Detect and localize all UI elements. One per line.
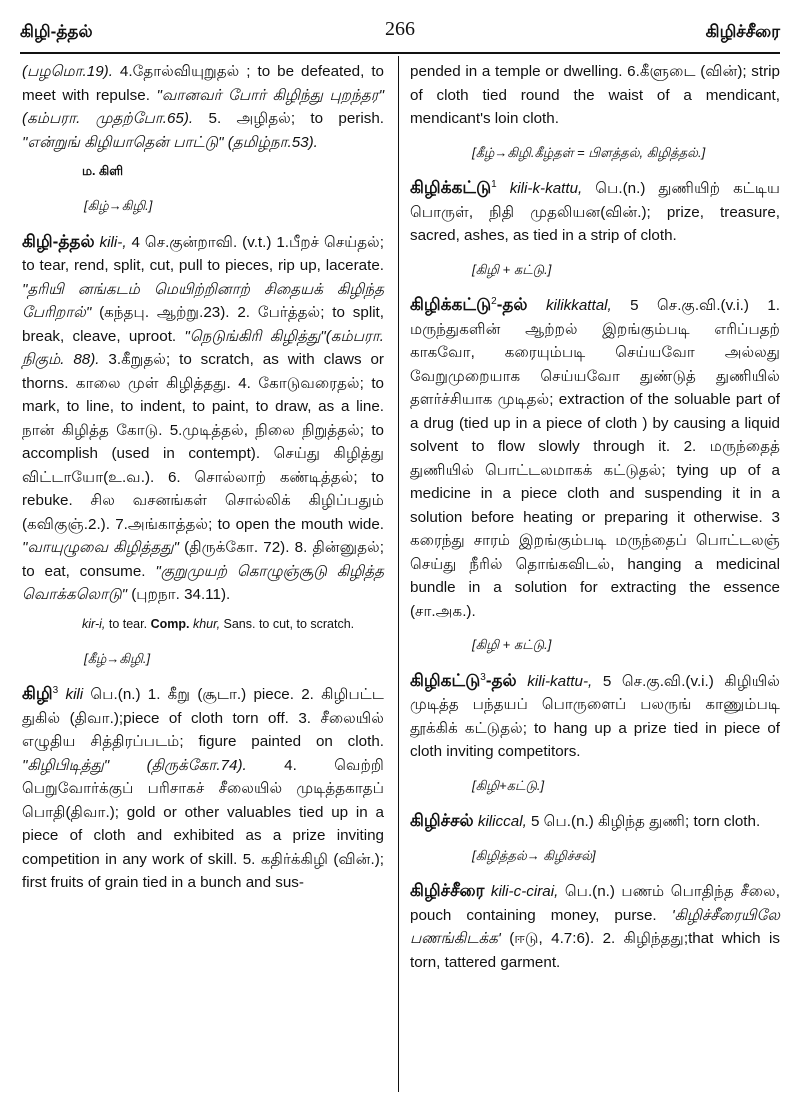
entry-kizhikattu-3: [410, 669, 780, 764]
citation: (கம்பரா. நிகும். 88).: [22, 327, 384, 368]
homonym-number: 3: [480, 671, 486, 683]
column-divider: [398, 56, 399, 1092]
entry-kizhichal: [410, 809, 780, 834]
definition-text: 4. வெற்றி பெறுவோர்க்குப் பரிசாகச் சீலையில் முடித்தகாதப் பொதி(திவா.); gold or other valuables tied up in a piece of cloth and exhibited as a prize inviting competition in any work of skill. 5. கதிர்க்கிழி (வின்.); first fruits of grain tied in a bunch and sus-: [22, 756, 384, 891]
headword: கிழி: [22, 684, 53, 703]
entry-kizhikkattu-1: [410, 176, 780, 248]
citation: (கம்பரா. முதற்போ.65).: [22, 110, 194, 127]
definition-text: 5 செ.கு.வி.(v.i.) 1. மருந்துகளின் ஆற்றல் இறங்கும்படி எரிப்பதற் காகவோ, கரையும்படி செய்யவோ அல்லது வேறுமுறையாக செய்யவோ துண்டுத் துணியில் தளர்ச்சியாக முடிதல்; extraction of the soluable part of a drug (tied up in a piece of cloth ) by causing a liquid solvent to flow slowly through it. 2. மருந்தைத் துணியில் பொட்டலமாகக் கட்டுதல்; tying up of a medicine in a piece cloth and suspending it in a solution before heating or preparing it otherwise. 3 கரைந்து சாரம் இறங்கும்படி மருந்தைப் பொட்டலஞ் செய்து நீரில் தொங்கவிடல், hanging a medicinal bundle in a solution for extracting the essence (சா.அக.).: [410, 297, 780, 620]
quotation: "என்றுங் கிழியாதென் பாட்டு": [22, 133, 224, 151]
transliteration: kilikkattal,: [545, 297, 612, 314]
entry-kizhichchirai: [410, 879, 780, 974]
headword: கிழிச்சல்: [410, 811, 474, 830]
entry-continuation: [22, 60, 384, 154]
definition-text: 5. அழிதல்; to perish.: [193, 110, 384, 127]
source-bracket: [கிழி+கட்டு.]: [472, 777, 545, 793]
headword: கிழிச்சீரை: [410, 881, 485, 900]
definition-text: 3.கீறுதல்; to scratch, as with claws or thorns. காலை முள் கிழித்தது. 4. கோடுவரைதல்; to mark, to line, to indent, to paint, to draw, as a line. நான் கிழித்த கோடு. 5.முடித்தல், நிலை நிறுத்தல்; to accomplish (used in contempt). செய்து கிழித்து விட்டாயோ(உ.வ.). 6. சொல்லாற் கண்டித்தல்; to rebuke. சில வசனங்கள் சொல்லிக் கிழிப்பதும் (கவிகுஞ்.2.). 7.அங்காத்தல்; to open the mouth wide.: [22, 351, 384, 533]
definition-text: 8. தின்னுதல்; to eat, consume.: [22, 539, 384, 580]
definition-text: பெ.(n.) பணம் பொதிந்த சீலை, pouch containing money, purse.: [410, 883, 780, 924]
headword: கிழிகட்டு: [410, 670, 481, 690]
homonym-number: 1: [491, 178, 497, 190]
quotation: "நெடுங்கிரி கிழித்து": [184, 327, 326, 345]
etymology-text: Sans. to cut, to scratch.: [220, 616, 355, 631]
definition-text: 5 பெ.(n.) கிழிந்த துணி; torn cloth.: [526, 813, 761, 830]
source-bracket: [கிழித்தல்→ கிழிச்சல்]: [472, 847, 596, 863]
definition-text: 2. பேர்த்தல்; to split, break, cleave, uproot.: [22, 304, 385, 345]
entry-continuation: pended in a temple or dwelling. 6.கீளுடை (வின்); strip of cloth tied round the waist of a mendicant, mendicant's loin cloth.: [410, 63, 780, 127]
left-column: [22, 60, 384, 903]
entry-kizhi-thal: [22, 230, 384, 607]
source-bracket: [கீழ்→கிழி.கீழ்தள் = பிளத்தல், கிழித்தல்.]: [472, 144, 706, 160]
source-bracket: [கிழி + கட்டு.]: [472, 637, 552, 652]
citation: (திருக்கோ.74).: [109, 756, 247, 774]
page-number: 266: [385, 18, 415, 40]
etymology-note: [22, 615, 384, 633]
transliteration: kili-kattu-,: [527, 672, 593, 690]
quotation: "குறுமுயற் கொழுஞ்சூடு கிழித்த வொக்கலொடு": [22, 562, 384, 603]
headword-suffix: -தல்: [485, 670, 517, 690]
definition-text: 2. கிழிந்தது;that which is torn, tattered garment.: [410, 930, 780, 971]
header-right-guideword: கிழிச்சீரை: [705, 22, 780, 41]
citation: (கந்தபு. ஆற்று.23).: [91, 304, 230, 321]
etymology-text: Comp.: [150, 616, 190, 631]
definition-text: பெ.(n.) துணியிற் கட்டிய பொருள், நிதி முதலியன(வின்.); prize, treasure, sacred, ashes, as tied in a strip of cloth.: [410, 180, 780, 244]
page-header: [20, 18, 780, 54]
source-bracket: [கிழ்→கிழி.]: [84, 198, 153, 213]
headword: கிழி-த்தல்: [22, 231, 95, 251]
citation: (திருக்கோ. 72).: [178, 539, 290, 556]
definition-text: 5 செ.கு.வி.(v.i.) கிழியில் முடித்த பந்தயப் பொருளைப் பலருங் காணும்படி தூக்கிக் கட்டுதல்; to hang up a prize tied in piece of cloth inviting competitors.: [410, 672, 780, 760]
transliteration: kili-k-kattu,: [509, 180, 583, 197]
source-bracket: [கிழி + கட்டு.]: [472, 261, 552, 277]
right-column: [410, 60, 780, 982]
homonym-number: 2: [491, 295, 497, 307]
transliteration: kili-,: [99, 233, 127, 251]
transliteration: kili: [65, 686, 84, 703]
citation: (தமிழ்நா.53).: [223, 133, 318, 151]
quotation: "வாயுழுவை கிழித்தது": [22, 539, 179, 556]
transliteration: kili-c-cirai,: [490, 883, 559, 900]
homonym-number: 3: [52, 684, 59, 696]
header-left-guideword: கிழி-த்தல்: [20, 22, 93, 41]
citation: (ஈடு, 4.7:6).: [500, 930, 595, 947]
etymology-note: [22, 162, 384, 180]
quotation: "தரியி னங்கடம் மெயிற்றினாற் சிதையக் கிழிந்த பேரிறால்": [22, 280, 384, 321]
headword: கிழிக்கட்டு: [410, 178, 492, 197]
definition-text: 4.தோல்வியுறுதல் ; to be defeated, to meet with repulse.: [22, 63, 384, 104]
quotation: "கிழிபிடித்து": [22, 756, 110, 774]
citation: (பழமொ.19).: [22, 63, 113, 80]
headword: கிழிக்கட்டு: [410, 295, 492, 314]
etymology-text: khur,: [192, 616, 221, 631]
definition-text: பெ.(n.) 1. கீறு (சூடா.) piece. 2. கிழிபட்ட துகில் (திவா.);piece of cloth torn off. 3. சீலையில் எழுதிய சித்திரப்படம்; figure painted on cloth.: [22, 686, 384, 750]
headword-suffix: -தல்: [496, 295, 528, 314]
transliteration: kiliccal,: [477, 813, 527, 830]
quotation: "வானவர் போர் கிழிந்து புறந்தர": [156, 86, 384, 104]
entry-kizhikkattu-2: [410, 293, 780, 623]
quotation: 'கிழிச்சீரையிலே பணங்கிடக்க': [410, 906, 780, 947]
etymology-text: to tear.: [105, 616, 151, 631]
source-bracket: [கீழ்→கிழி.]: [84, 650, 151, 666]
entry-kizhi-3: [22, 682, 384, 895]
etymology-text: kir-i,: [82, 616, 106, 631]
etymology-text: ம. கிளி: [82, 164, 124, 178]
definition-text: 4 செ.குன்றாவி. (v.t.) 1.பீறச் செய்தல்; to tear, rend, split, cut, pull to pieces, rip up, lacerate.: [22, 233, 384, 274]
citation: (புறநா. 34.11).: [127, 586, 231, 603]
